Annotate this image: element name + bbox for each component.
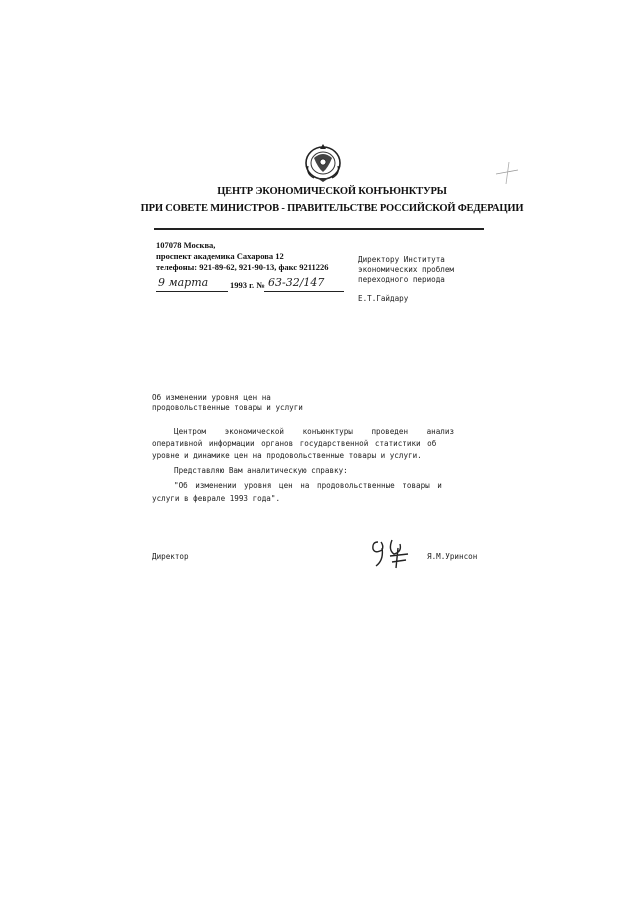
subject-line-2: продовольственные товары и услуги [152, 403, 303, 412]
signatory-title: Директор [152, 552, 189, 561]
handwritten-date: 9 марта [158, 276, 209, 289]
number-underline [264, 291, 344, 292]
body-line-5: "Об изменении уровня цен на продовольственные товары и [174, 481, 442, 490]
date-underline [156, 291, 228, 292]
recipient-line-2: экономических проблем [358, 265, 455, 274]
recipient-line-3: переходного периода [358, 275, 445, 284]
letterhead-divider [154, 228, 484, 230]
date-number-line [156, 276, 346, 294]
sender-address-line-2: проспект академика Сахарова 12 [156, 251, 284, 261]
body-line-2: оперативной информации органов государственной статистики об [152, 439, 437, 448]
coat-of-arms-icon [300, 138, 346, 184]
recipient-line-1: Директору Института [358, 255, 445, 264]
handwritten-signature [368, 536, 428, 570]
year-label: 1993 г. № [230, 280, 265, 290]
body-line-6: услуги в феврале 1993 года". [152, 494, 281, 503]
body-line-1: Центром экономической конъюнктуры проведен анализ [174, 427, 455, 436]
body-line-4: Представляю Вам аналитическую справку: [174, 466, 348, 475]
margin-pencil-mark [492, 156, 522, 186]
subject-line-1: Об изменении уровня цен на [152, 393, 271, 402]
organization-name: ЦЕНТР ЭКОНОМИЧЕСКОЙ КОНЪЮНКТУРЫ [217, 186, 447, 197]
sender-address-line-1: 107078 Москва, [156, 240, 216, 250]
sender-phones: телефоны: 921-89-62, 921-90-13, факс 9211226 [156, 262, 329, 272]
organization-affiliation: ПРИ СОВЕТЕ МИНИСТРОВ - ПРАВИТЕЛЬСТВЕ РОССИЙСКОЙ ФЕДЕРАЦИИ [140, 203, 524, 214]
body-line-3: уровне и динамике цен на продовольственные товары и услуги. [152, 451, 422, 460]
signatory-name: Я.М.Уринсон [427, 552, 478, 561]
handwritten-number: 63-32/147 [268, 276, 325, 289]
recipient-name: Е.Т.Гайдару [358, 294, 409, 303]
